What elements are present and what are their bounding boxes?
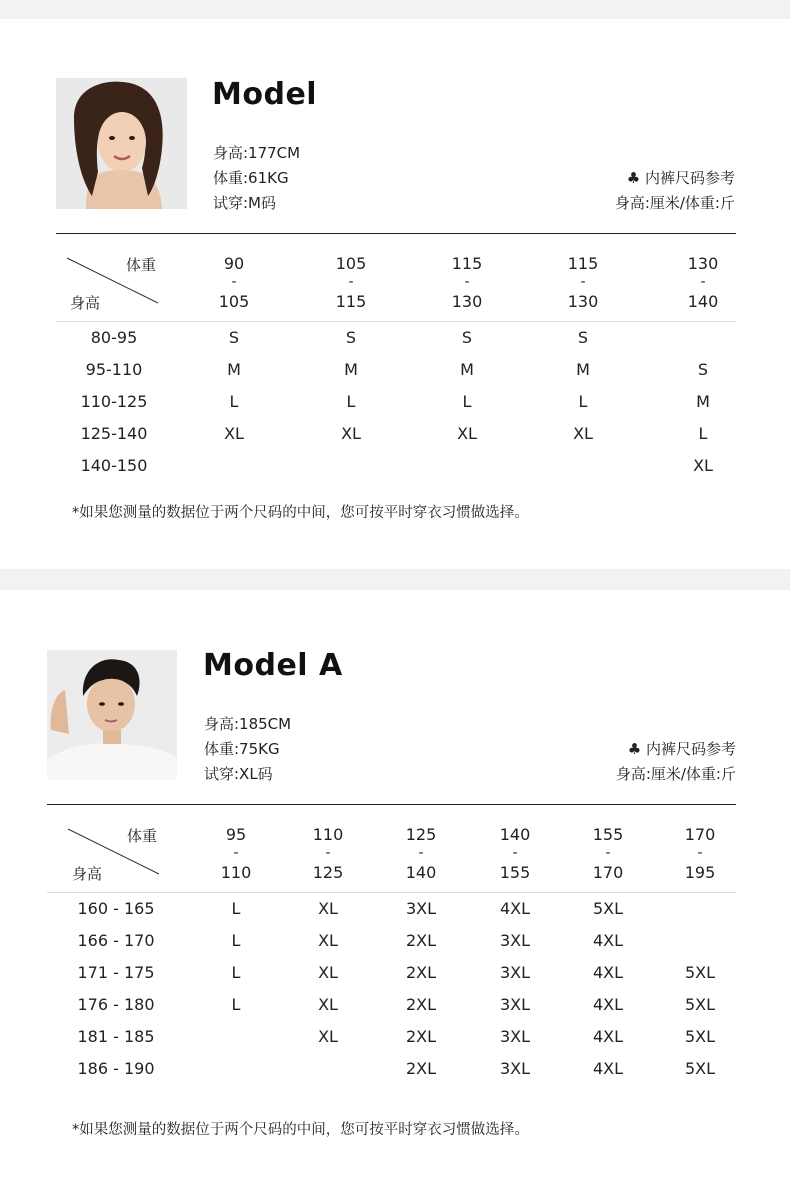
size-cell: 2XL: [405, 995, 437, 1014]
row-height-range: 181 - 185: [77, 1027, 155, 1046]
weight-col-top: 140: [499, 825, 531, 844]
size-cell: L: [231, 963, 241, 982]
weight-col-bottom: 155: [499, 863, 531, 882]
size-cell: 4XL: [592, 1059, 624, 1078]
weight-col-bottom: 170: [592, 863, 624, 882]
size-cell: S: [228, 328, 240, 347]
size-cell: L: [231, 931, 241, 950]
row-height-range: 95-110: [85, 360, 143, 379]
size-cell: S: [577, 328, 589, 347]
corner-weight-label: 体重: [126, 256, 157, 274]
size-cell: XL: [318, 995, 338, 1014]
weight-col-bottom: 115: [335, 292, 367, 311]
size-cell: XL: [318, 931, 338, 950]
weight-col-dash: -: [418, 845, 424, 861]
size-cell: M: [696, 392, 710, 411]
weight-col-top: 115: [567, 254, 599, 273]
size-section-model: [0, 0, 790, 569]
weight-col-top: 95: [225, 825, 247, 844]
size-cell: 2XL: [405, 931, 437, 950]
size-cell: 3XL: [499, 931, 531, 950]
table-top-rule: [47, 804, 736, 805]
corner-height-label: 身高: [70, 294, 101, 312]
size-cell: 3XL: [499, 1027, 531, 1046]
weight-col-top: 105: [335, 254, 367, 273]
row-height-range: 160 - 165: [77, 899, 155, 918]
size-cell: 3XL: [499, 995, 531, 1014]
weight-col-dash: -: [348, 274, 354, 290]
size-cell: 2XL: [405, 1027, 437, 1046]
weight-col-dash: -: [325, 845, 331, 861]
size-section-model-a: [0, 590, 790, 1193]
size-cell: L: [698, 424, 708, 443]
corner-height-label: 身高: [72, 865, 103, 883]
model-title: Model: [212, 77, 318, 112]
size-cell: 3XL: [499, 1059, 531, 1078]
size-cell: XL: [318, 1027, 338, 1046]
size-cell: S: [461, 328, 473, 347]
size-cell: 4XL: [592, 995, 624, 1014]
model-photo-male: [47, 650, 177, 780]
middle-divider-band: [0, 569, 790, 590]
weight-col-top: 155: [592, 825, 624, 844]
size-cell: 3XL: [499, 963, 531, 982]
row-height-range: 125-140: [80, 424, 148, 443]
model-tryon-size: 试穿:M码: [213, 194, 276, 212]
table-header-rule: [47, 892, 736, 893]
size-cell: XL: [573, 424, 593, 443]
weight-col-bottom: 125: [312, 863, 344, 882]
size-cell: XL: [693, 456, 713, 475]
row-height-range: 110-125: [80, 392, 148, 411]
size-cell: M: [227, 360, 241, 379]
corner-weight-label: 体重: [127, 827, 158, 845]
size-cell: L: [462, 392, 472, 411]
weight-col-dash: -: [231, 274, 237, 290]
weight-col-bottom: 105: [218, 292, 250, 311]
model-photo-female: [56, 78, 187, 209]
row-height-range: 186 - 190: [77, 1059, 155, 1078]
row-height-range: 176 - 180: [77, 995, 155, 1014]
size-cell: XL: [341, 424, 361, 443]
size-cell: M: [460, 360, 474, 379]
size-selection-note: *如果您测量的数据位于两个尺码的中间，您可按平时穿衣习惯做选择。: [72, 505, 529, 521]
size-cell: 2XL: [405, 963, 437, 982]
weight-col-bottom: 140: [405, 863, 437, 882]
size-cell: 2XL: [405, 1059, 437, 1078]
size-cell: M: [576, 360, 590, 379]
model-weight: 体重:61KG: [213, 169, 289, 187]
size-cell: XL: [457, 424, 477, 443]
size-cell: 5XL: [592, 899, 624, 918]
size-cell: 4XL: [499, 899, 531, 918]
weight-col-bottom: 195: [684, 863, 716, 882]
weight-col-top: 115: [451, 254, 483, 273]
size-selection-note: *如果您测量的数据位于两个尺码的中间，您可按平时穿衣习惯做选择。: [72, 1122, 529, 1138]
size-cell: L: [229, 392, 239, 411]
model-a-weight: 体重:75KG: [204, 740, 280, 758]
size-cell: L: [231, 899, 241, 918]
model-a-title: Model A: [203, 648, 343, 683]
table-top-rule: [56, 233, 736, 234]
weight-col-dash: -: [233, 845, 239, 861]
model-a-height: 身高:185CM: [204, 715, 292, 733]
weight-col-dash: -: [697, 845, 703, 861]
weight-col-dash: -: [580, 274, 586, 290]
size-cell: L: [578, 392, 588, 411]
size-reference-title: ♣ 内裤尺码参考: [627, 740, 736, 758]
weight-col-bottom: 110: [220, 863, 252, 882]
size-cell: XL: [318, 899, 338, 918]
model-height: 身高:177CM: [213, 144, 301, 162]
table-header-rule: [56, 321, 736, 322]
weight-col-dash: -: [464, 274, 470, 290]
weight-col-bottom: 130: [451, 292, 483, 311]
size-cell: L: [231, 995, 241, 1014]
size-reference-units: 身高:厘米/体重:斤: [614, 194, 735, 212]
size-reference-units: 身高:厘米/体重:斤: [615, 765, 736, 783]
size-cell: M: [344, 360, 358, 379]
weight-col-dash: -: [605, 845, 611, 861]
size-cell: 4XL: [592, 931, 624, 950]
size-cell: 5XL: [684, 995, 716, 1014]
size-cell: S: [345, 328, 357, 347]
weight-col-top: 90: [223, 254, 245, 273]
size-cell: S: [697, 360, 709, 379]
size-cell: XL: [318, 963, 338, 982]
size-cell: 5XL: [684, 963, 716, 982]
size-cell: 3XL: [405, 899, 437, 918]
weight-col-top: 125: [405, 825, 437, 844]
size-cell: 5XL: [684, 1059, 716, 1078]
size-cell: 4XL: [592, 1027, 624, 1046]
weight-col-top: 110: [312, 825, 344, 844]
size-cell: L: [346, 392, 356, 411]
weight-col-top: 170: [684, 825, 716, 844]
size-cell: 4XL: [592, 963, 624, 982]
size-cell: XL: [224, 424, 244, 443]
row-height-range: 171 - 175: [77, 963, 155, 982]
model-a-tryon-size: 试穿:XL码: [204, 765, 273, 783]
weight-col-dash: -: [512, 845, 518, 861]
weight-col-top: 130: [687, 254, 719, 273]
row-height-range: 140-150: [80, 456, 148, 475]
weight-col-dash: -: [700, 274, 706, 290]
row-height-range: 80-95: [90, 328, 138, 347]
row-height-range: 166 - 170: [77, 931, 155, 950]
size-reference-title: ♣ 内裤尺码参考: [626, 169, 735, 187]
size-cell: 5XL: [684, 1027, 716, 1046]
weight-col-bottom: 130: [567, 292, 599, 311]
weight-col-bottom: 140: [687, 292, 719, 311]
